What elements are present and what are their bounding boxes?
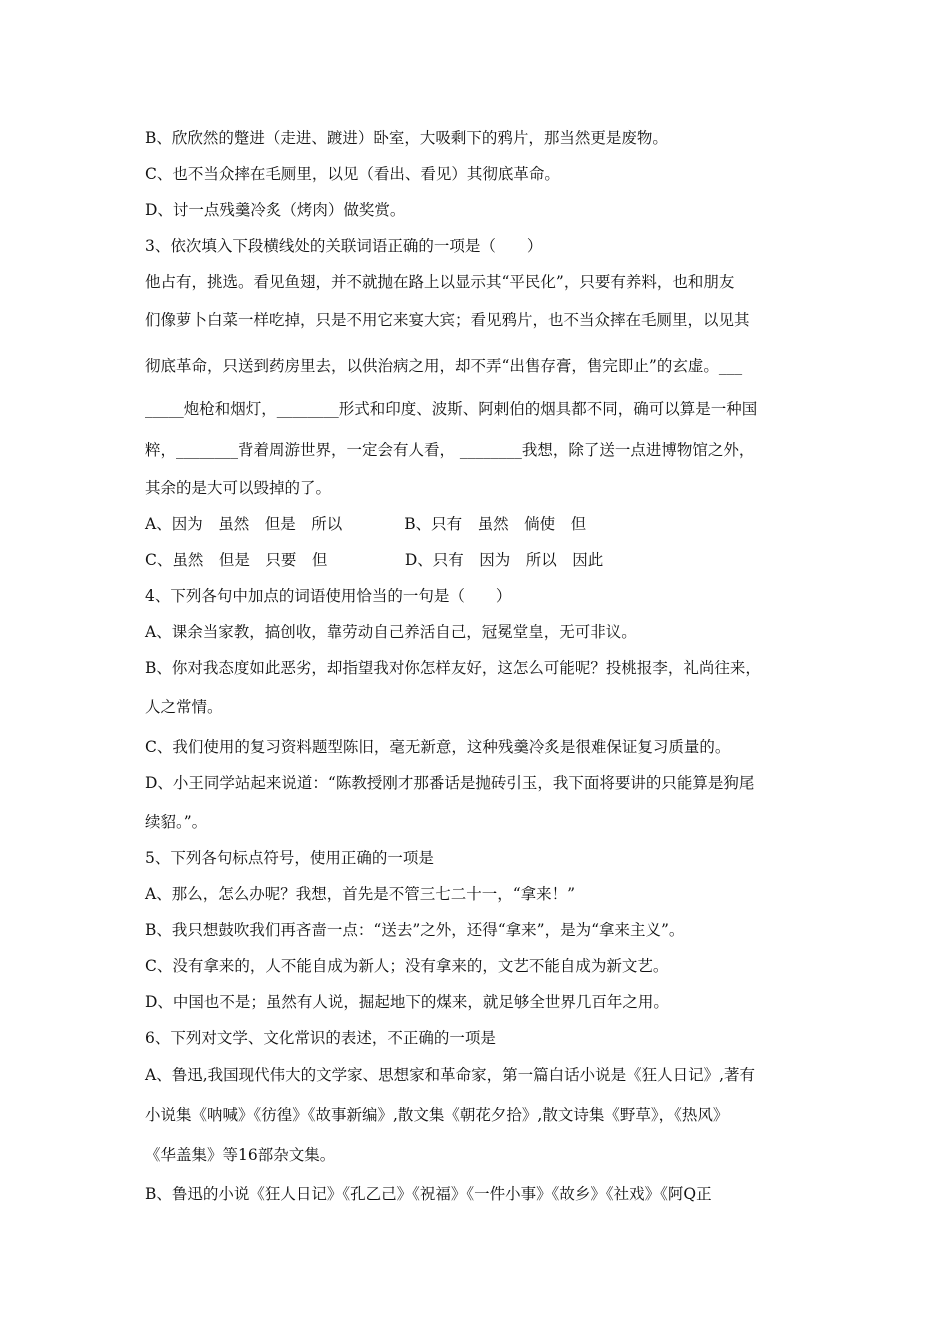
q5-option-b: B、我只想鼓吹我们再吝啬一点：“送去”之外，还得“拿来”，是为“拿来主义”。	[145, 921, 685, 939]
q6-option-a-line-3: 《华盖集》等16部杂文集。	[145, 1146, 336, 1164]
q4-option-a: A、课余当家教，搞创收，靠劳动自己养活自己，冠冕堂皇，无可非议。	[145, 623, 637, 641]
question-3-stem: 3、依次填入下段横线处的关联词语正确的一项是（ ）	[145, 237, 543, 255]
passage-line-1: 他占有，挑选。看见鱼翅，并不就抛在路上以显示其“平民化”，只要有养料，也和朋友	[145, 273, 735, 291]
option-b-line: B、欣欣然的蹩进（走进、踱进）卧室，大吸剩下的鸦片，那当然更是废物。	[145, 129, 668, 147]
q4-option-d-line-2: 续貂。”。	[145, 813, 208, 831]
option-c-line: C、也不当众摔在毛厕里，以见（看出、看见）其彻底革命。	[145, 165, 560, 183]
q4-option-b-line-2: 人之常情。	[145, 698, 223, 716]
option-d-line: D、讨一点残羹冷炙（烤肉）做奖赏。	[145, 201, 406, 219]
passage-line-3: 彻底革命，只送到药房里去，以供治病之用，却不弄“出售存膏，售完即止”的玄虚。___	[145, 357, 743, 375]
passage-line-4: _____炮枪和烟灯，________形式和印度、波斯、阿剌伯的烟具都不同，确可以算是一种国	[145, 400, 758, 418]
q4-option-d-line-1: D、小王同学站起来说道：“陈教授刚才那番话是抛砖引玉，我下面将要讲的只能算是狗尾	[145, 774, 755, 792]
q4-option-c: C、我们使用的复习资料题型陈旧，毫无新意，这种残羹冷炙是很难保证复习质量的。	[145, 738, 731, 756]
q6-option-a-line-2: 小说集《呐喊》《彷徨》《故事新编》,散文集《朝花夕拾》,散文诗集《野草》，《热风》	[145, 1106, 729, 1124]
q6-option-a-line-1: A、鲁迅,我国现代伟大的文学家、思想家和革命家，第一篇白话小说是《狂人日记》,著有	[145, 1066, 756, 1084]
q5-option-d: D、中国也不是；虽然有人说，掘起地下的煤来，就足够全世界几百年之用。	[145, 993, 669, 1011]
q3-options-ab: A、因为 虽然 但是 所以 B、只有 虽然 倘使 但	[145, 515, 587, 533]
passage-line-5: 粹，________背着周游世界，一定会有人看， ________我想，除了送一点进博物馆之外，	[145, 441, 755, 459]
q6-option-b-line-1: B、鲁迅的小说《狂人日记》《孔乙己》《祝福》《一件小事》《故乡》《社戏》《阿Q正	[145, 1185, 712, 1203]
q5-option-a: A、那么，怎么办呢？我想，首先是不管三七二十一，“拿来！”	[145, 885, 576, 903]
q4-option-b-line-1: B、你对我态度如此恶劣，却指望我对你怎样友好，这怎么可能呢？投桃报李，礼尚往来，	[145, 659, 761, 677]
question-5-stem: 5、下列各句标点符号，使用正确的一项是	[145, 849, 434, 867]
question-6-stem: 6、下列对文学、文化常识的表述，不正确的一项是	[145, 1029, 496, 1047]
passage-line-6: 其余的是大可以毁掉的了。	[145, 479, 332, 497]
q3-options-cd: C、虽然 但是 只要 但 D、只有 因为 所以 因此	[145, 551, 604, 569]
q5-option-c: C、没有拿来的，人不能自成为新人；没有拿来的，文艺不能自成为新文艺。	[145, 957, 669, 975]
passage-line-2: 们像萝卜白菜一样吃掉，只是不用它来宴大宾；看见鸦片，也不当众摔在毛厕里，以见其	[145, 311, 750, 329]
question-4-stem: 4、下列各句中加点的词语使用恰当的一句是（ ）	[145, 587, 512, 605]
